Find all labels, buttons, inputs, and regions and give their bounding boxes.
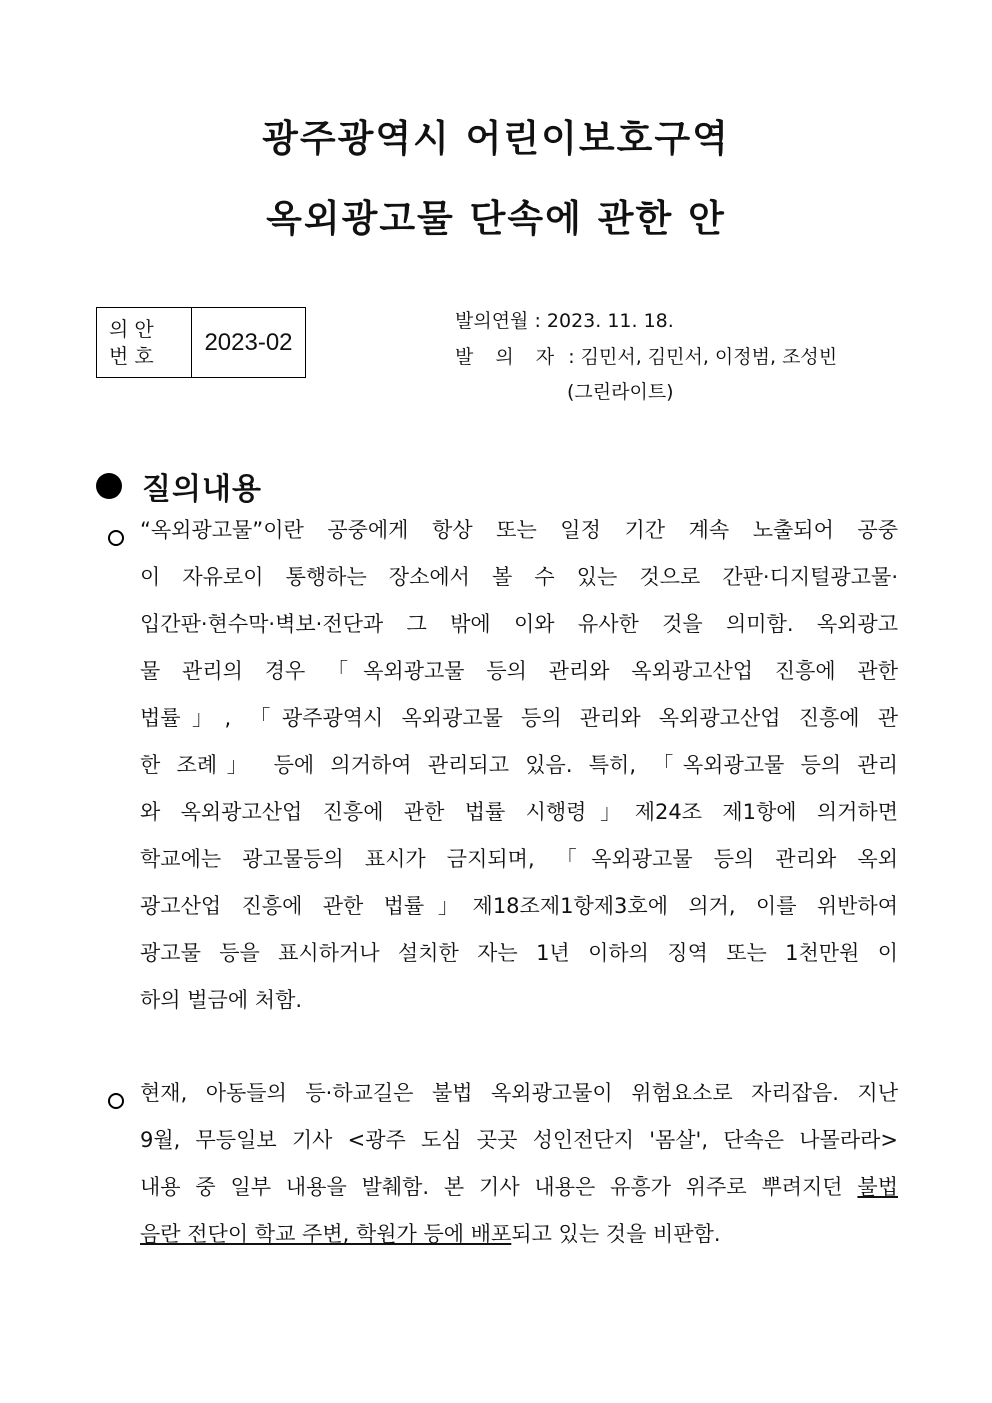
paragraph-line: 하의 벌금에 처함.	[140, 988, 303, 1012]
hollow-circle-bullet-icon	[108, 1093, 124, 1109]
paragraph-line	[140, 1211, 898, 1258]
underlined-text: 불법	[857, 1175, 898, 1199]
proposer-row	[455, 348, 837, 367]
bill-number-label	[97, 308, 192, 377]
proposer-names: : 김민서, 김민서, 이정범, 조성빈	[568, 346, 838, 368]
paragraph-text: 내용 중 일부 내용을 발췌함. 본 기사 내용은 유흥가 위주로 뿌려지던	[140, 1175, 858, 1199]
document-title-line2: 옥외광고물 단속에 관한 안	[266, 197, 726, 240]
paragraph-line: 현재, 아동들의 등·하교길은 불법 옥외광고물이 위험요소로 자리잡음. 지난	[140, 1081, 898, 1105]
bill-label-line2: 번호	[109, 343, 160, 368]
section-heading	[96, 464, 262, 508]
underlined-text: 음란 전단이 학교 주변, 학원가 등에 배포	[140, 1222, 512, 1246]
proposal-date: 발의연월 : 2023. 11. 18.	[455, 310, 674, 332]
bill-label-line1: 의안	[109, 316, 160, 341]
paragraph-line: 한 조례」 등에 의거하여 관리되고 있음. 특히, 「옥외광고물 등의 관리	[140, 753, 898, 777]
paragraph-line: “옥외광고물”이란 공중에게 항상 또는 일정 기간 계속 노출되어 공중	[140, 518, 898, 542]
paragraph-line: 법률」, 「광주광역시 옥외광고물 등의 관리와 옥외광고산업 진흥에 관	[140, 706, 898, 730]
paragraph-line	[140, 1164, 898, 1211]
paragraph-line: 와 옥외광고산업 진흥에 관한 법률 시행령」제24조 제1항에 의거하면	[140, 800, 898, 824]
paragraph-line: 9월, 무등일보 기사 <광주 도심 곳곳 성인전단지 '몸살', 단속은 나몰라라>	[140, 1128, 898, 1152]
hollow-circle-bullet-icon	[108, 530, 124, 546]
paragraph-current-issue	[140, 1081, 898, 1258]
paragraph-line: 학교에는 광고물등의 표시가 금지되며, 「옥외광고물 등의 관리와 옥외	[140, 847, 898, 871]
proposer-group: (그린라이트)	[567, 381, 674, 403]
filled-circle-bullet-icon	[96, 473, 122, 499]
proposer-label: 발 의 자	[455, 346, 563, 368]
paragraph-definition	[140, 518, 898, 1024]
paragraph-line: 입간판·현수막·벽보·전단과 그 밖에 이와 유사한 것을 의미함. 옥외광고	[140, 612, 898, 636]
paragraph-line: 물 관리의 경우 「옥외광고물 등의 관리와 옥외광고산업 진흥에 관한	[140, 659, 898, 683]
section-title: 질의내용	[142, 472, 262, 507]
paragraph-line: 광고물 등을 표시하거나 설치한 자는 1년 이하의 징역 또는 1천만원 이	[140, 941, 898, 965]
bill-number-box	[96, 307, 306, 378]
paragraph-text: 되고 있는 것을 비판함.	[511, 1222, 721, 1246]
paragraph-line: 광고산업 진흥에 관한 법률」제18조제1항제3호에 의거, 이를 위반하여	[140, 894, 898, 918]
bill-number-value: 2023-02	[204, 328, 293, 356]
paragraph-line: 이 자유로이 통행하는 장소에서 볼 수 있는 것으로 간판·디지털광고물·	[140, 565, 898, 589]
document-title-line1: 광주광역시 어린이보호구역	[262, 117, 730, 160]
